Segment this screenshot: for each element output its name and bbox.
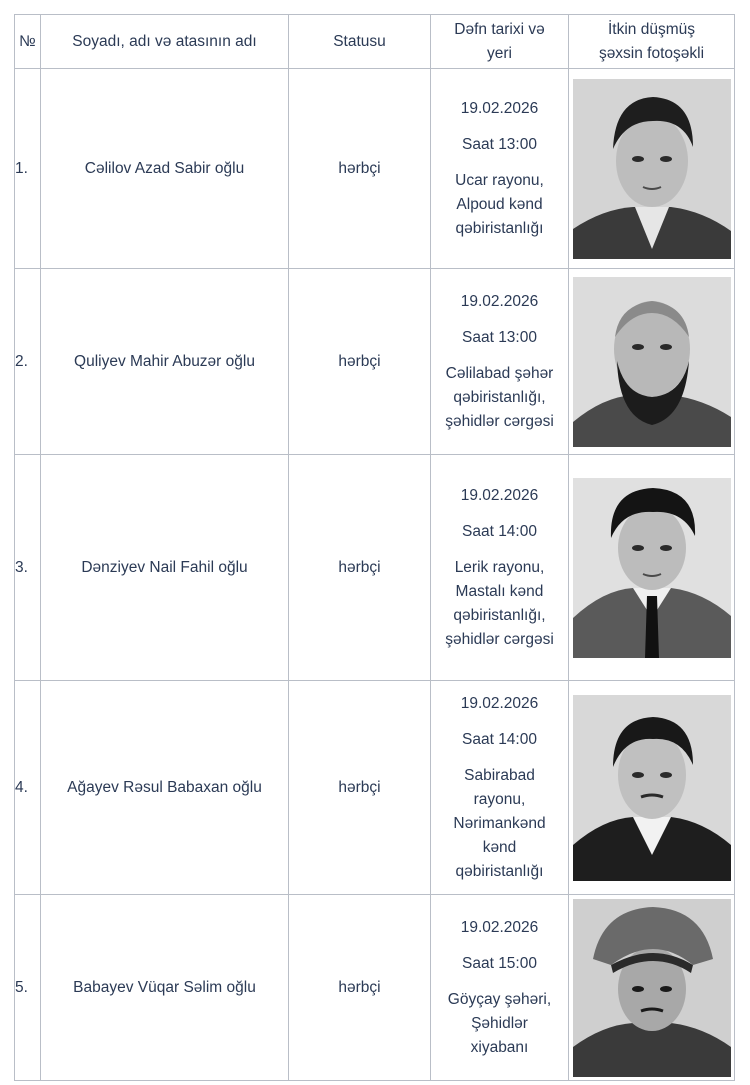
row-number: 4. [15, 681, 41, 895]
portrait-photo [573, 478, 731, 658]
burial-place-line: şəhidlər cərgəsi [445, 630, 554, 648]
burial-date: 19.02.2026 [460, 99, 539, 117]
header-photo-line-2: şəxsin fotoşəkli [598, 44, 705, 62]
burial-place-line: Şəhidlər [471, 1014, 528, 1032]
portrait-cell [569, 681, 735, 895]
memorial-table [14, 14, 735, 1081]
burial-date: 19.02.2026 [460, 292, 539, 310]
burial-info [431, 895, 569, 1081]
burial-place-line: Sabirabad [464, 766, 535, 784]
burial-place-line: Ucar rayonu, [455, 171, 544, 189]
portrait-photo [573, 899, 731, 1077]
person-status: hərbçi [289, 681, 431, 895]
burial-time: Saat 14:00 [462, 730, 537, 748]
burial-place-line: rayonu, [473, 790, 526, 808]
table-row [15, 455, 735, 681]
person-status: hərbçi [289, 895, 431, 1081]
row-number: 3. [15, 455, 41, 681]
table-row [15, 895, 735, 1081]
burial-time: Saat 14:00 [462, 522, 537, 540]
header-photo [569, 15, 735, 69]
burial-place-line: Cəlilabad şəhər [445, 364, 554, 382]
burial-date: 19.02.2026 [460, 918, 539, 936]
burial-place-line: Nərimankənd [453, 814, 546, 832]
header-name: Soyadı, adı və atasının adı [41, 15, 289, 69]
burial-place-line: Mastalı kənd [455, 582, 544, 600]
burial-place-line: qəbiristanlığı [455, 862, 544, 880]
header-row [15, 15, 735, 69]
portrait-photo [573, 79, 731, 259]
burial-info [431, 269, 569, 455]
burial-place-line: qəbiristanlığı [455, 219, 544, 237]
burial-place-line: xiyabanı [470, 1038, 529, 1056]
header-status: Statusu [289, 15, 431, 69]
burial-date: 19.02.2026 [460, 486, 539, 504]
table-row [15, 681, 735, 895]
burial-info [431, 455, 569, 681]
burial-place-line: Göyçay şəhəri, [447, 990, 552, 1008]
header-burial-line-2: yeri [487, 44, 512, 62]
burial-place-line: qəbiristanlığı, [453, 606, 546, 624]
person-name: Ağayev Rəsul Babaxan oğlu [41, 681, 289, 895]
burial-time: Saat 13:00 [462, 328, 537, 346]
portrait-cell [569, 269, 735, 455]
portrait-cell [569, 69, 735, 269]
portrait-cell [569, 895, 735, 1081]
portrait-cell [569, 455, 735, 681]
burial-place-line: şəhidlər cərgəsi [445, 412, 554, 430]
burial-place-line: Lerik rayonu, [454, 558, 545, 576]
burial-time: Saat 15:00 [462, 954, 537, 972]
portrait-photo [573, 277, 731, 447]
burial-date: 19.02.2026 [460, 694, 539, 712]
burial-place-line: kənd [482, 838, 517, 856]
row-number: 1. [15, 69, 41, 269]
header-burial-line-1: Dəfn tarixi və [454, 20, 545, 38]
row-number: 5. [15, 895, 41, 1081]
header-photo-line-1: İtkin düşmüş [607, 20, 695, 38]
table-row [15, 69, 735, 269]
header-burial [431, 15, 569, 69]
row-number: 2. [15, 269, 41, 455]
burial-time: Saat 13:00 [462, 135, 537, 153]
person-status: hərbçi [289, 269, 431, 455]
person-name: Cəlilov Azad Sabir oğlu [41, 69, 289, 269]
person-name: Quliyev Mahir Abuzər oğlu [41, 269, 289, 455]
burial-info [431, 69, 569, 269]
burial-info [431, 681, 569, 895]
burial-place-line: qəbiristanlığı, [453, 388, 546, 406]
table-row [15, 269, 735, 455]
person-status: hərbçi [289, 455, 431, 681]
person-name: Babayev Vüqar Səlim oğlu [41, 895, 289, 1081]
burial-place-line: Alpoud kənd [456, 195, 543, 213]
header-number: № [15, 15, 41, 69]
portrait-photo [573, 695, 731, 881]
person-name: Dənziyev Nail Fahil oğlu [41, 455, 289, 681]
person-status: hərbçi [289, 69, 431, 269]
